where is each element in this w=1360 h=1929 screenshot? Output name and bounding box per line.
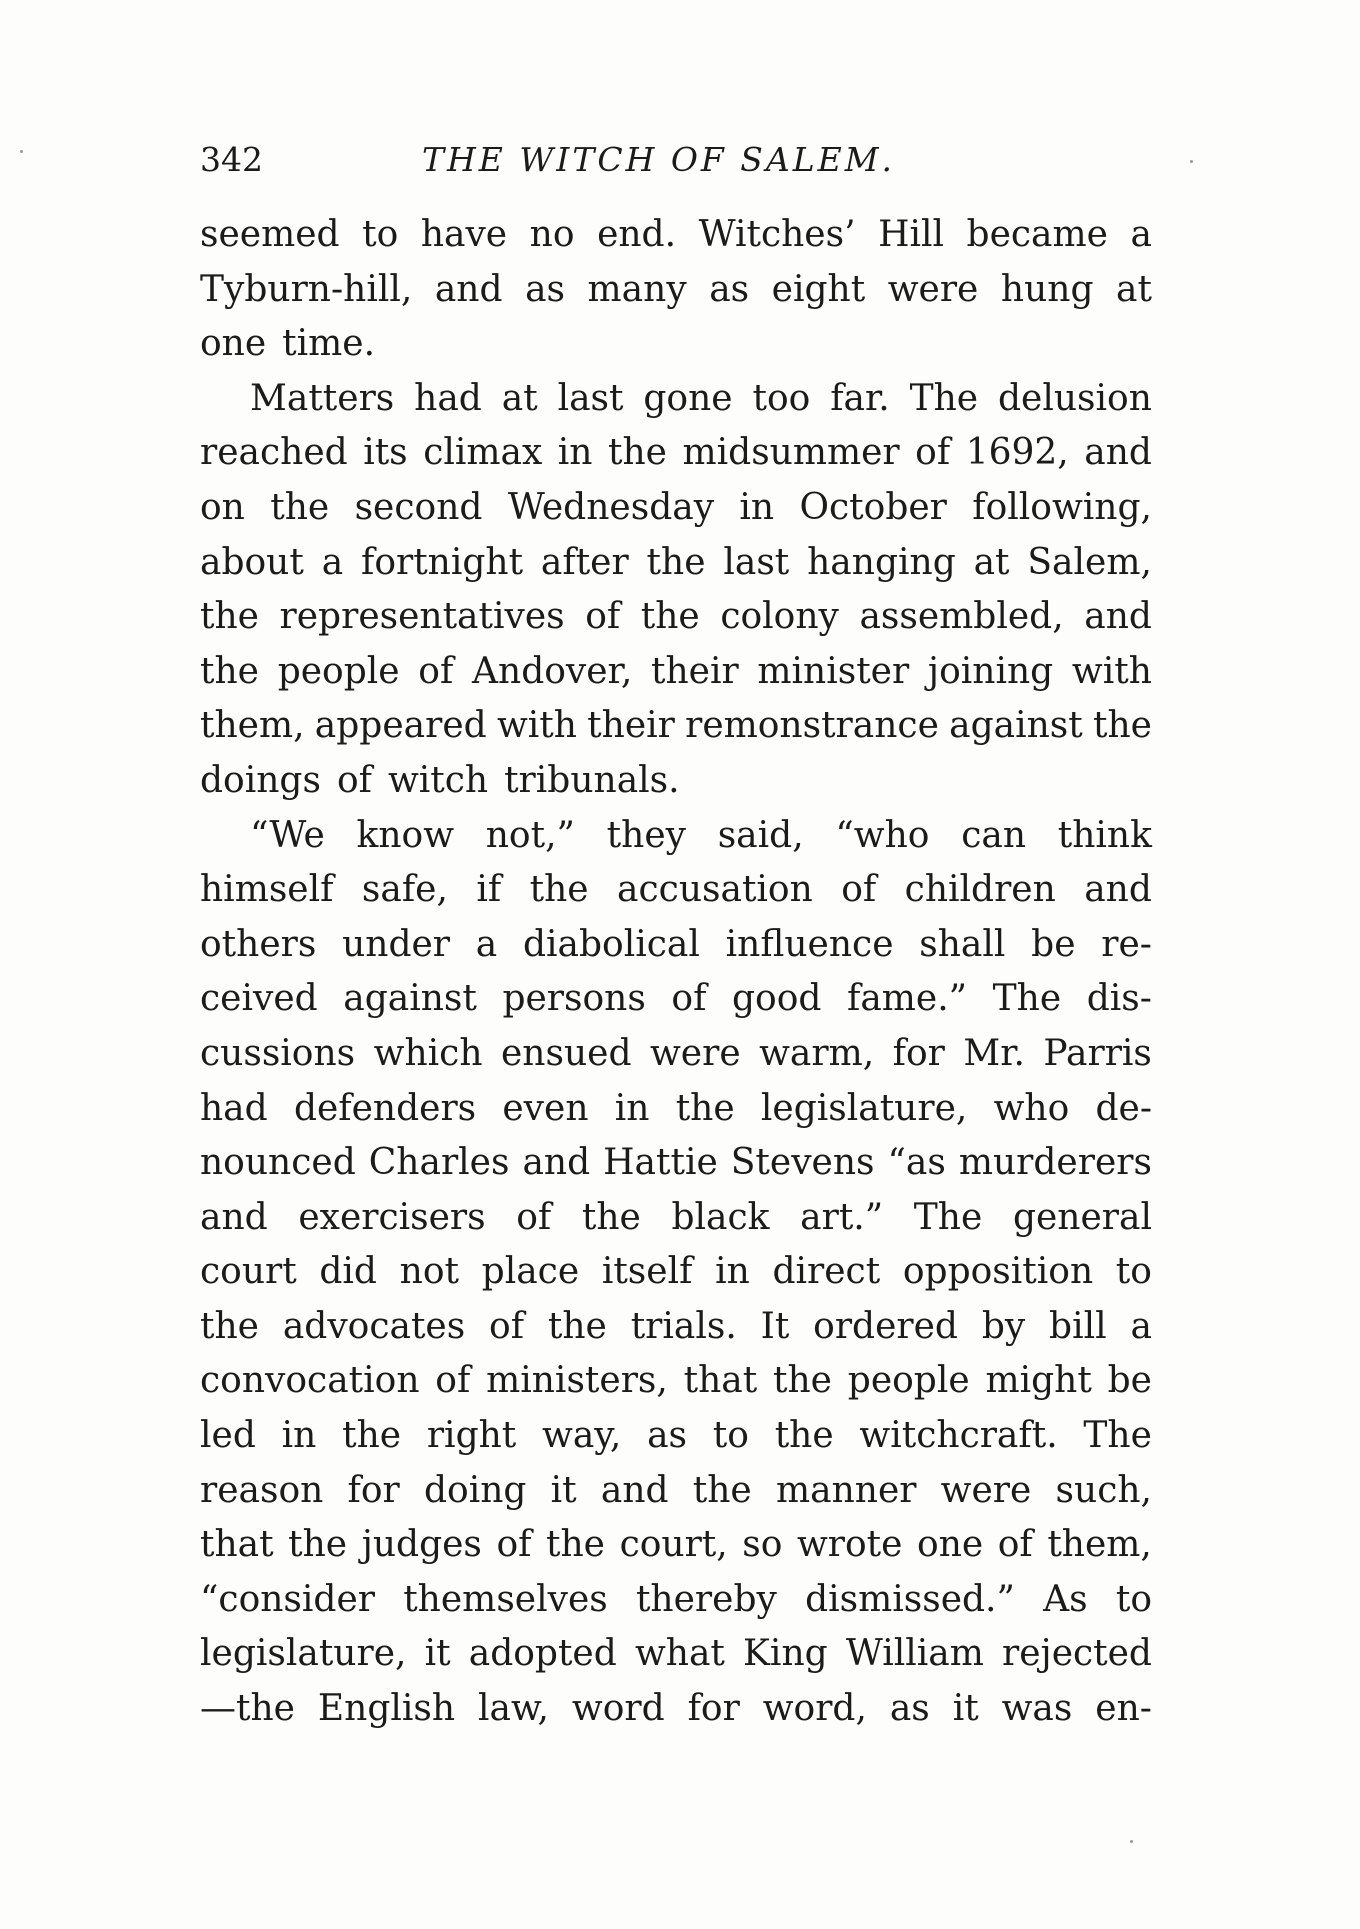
text-line: legislature, it adopted what King William rejected xyxy=(200,1633,1152,1675)
paper-speck xyxy=(20,150,23,153)
text-line: nounced Charles and Hattie Stevens “as murderers xyxy=(200,1142,1152,1184)
text-line: convocation of ministers, that the people might be xyxy=(200,1360,1152,1402)
text-line: led in the right way, as to the witchcraft. The xyxy=(200,1415,1152,1457)
text-line: them, appeared with their remonstrance against the xyxy=(200,705,1152,747)
running-head xyxy=(200,135,1160,185)
text-line: ceived against persons of good fame.” The dis- xyxy=(200,978,1152,1020)
text-line: Tyburn-hill, and as many as eight were hung at xyxy=(200,268,1152,310)
text-line: the advocates of the trials. It ordered by bill a xyxy=(200,1305,1152,1347)
text-line: the representatives of the colony assembled, and xyxy=(200,596,1152,638)
text-line: on the second Wednesday in October following, xyxy=(200,486,1152,528)
text-line: others under a diabolical influence shall be re- xyxy=(200,923,1152,965)
text-line: doings of witch tribunals. xyxy=(200,759,680,801)
text-line: “We know not,” they said, “who can think xyxy=(250,814,1152,856)
running-title: THE WITCH OF SALEM. xyxy=(422,140,896,179)
paper-speck xyxy=(1130,1840,1133,1843)
body-text xyxy=(200,208,1152,1737)
text-line: had defenders even in the legislature, who de- xyxy=(200,1087,1152,1129)
text-line: one time. xyxy=(200,323,376,365)
text-line: that the judges of the court, so wrote one of them, xyxy=(200,1524,1152,1566)
text-line: court did not place itself in direct opposition to xyxy=(200,1251,1152,1293)
text-line: reason for doing it and the manner were such, xyxy=(200,1469,1152,1511)
text-line: reached its climax in the midsummer of 1692, and xyxy=(200,432,1152,474)
text-line: seemed to have no end. Witches’ Hill became a xyxy=(200,214,1152,255)
text-line: himself safe, if the accusation of children and xyxy=(200,869,1152,911)
text-line: the people of Andover, their minister joining with xyxy=(200,650,1152,692)
text-line: —the English law, word for word, as it was en- xyxy=(200,1688,1152,1730)
text-line: about a fortnight after the last hanging at Salem, xyxy=(200,541,1152,583)
paper-speck xyxy=(1190,160,1193,163)
page-number: 342 xyxy=(200,140,263,179)
text-line: cussions which ensued were warm, for Mr. Parris xyxy=(200,1032,1152,1074)
text-line: Matters had at last gone too far. The delusion xyxy=(250,377,1152,419)
text-line: “consider themselves thereby dismissed.” As to xyxy=(200,1578,1152,1620)
text-line: and exercisers of the black art.” The general xyxy=(200,1196,1152,1238)
